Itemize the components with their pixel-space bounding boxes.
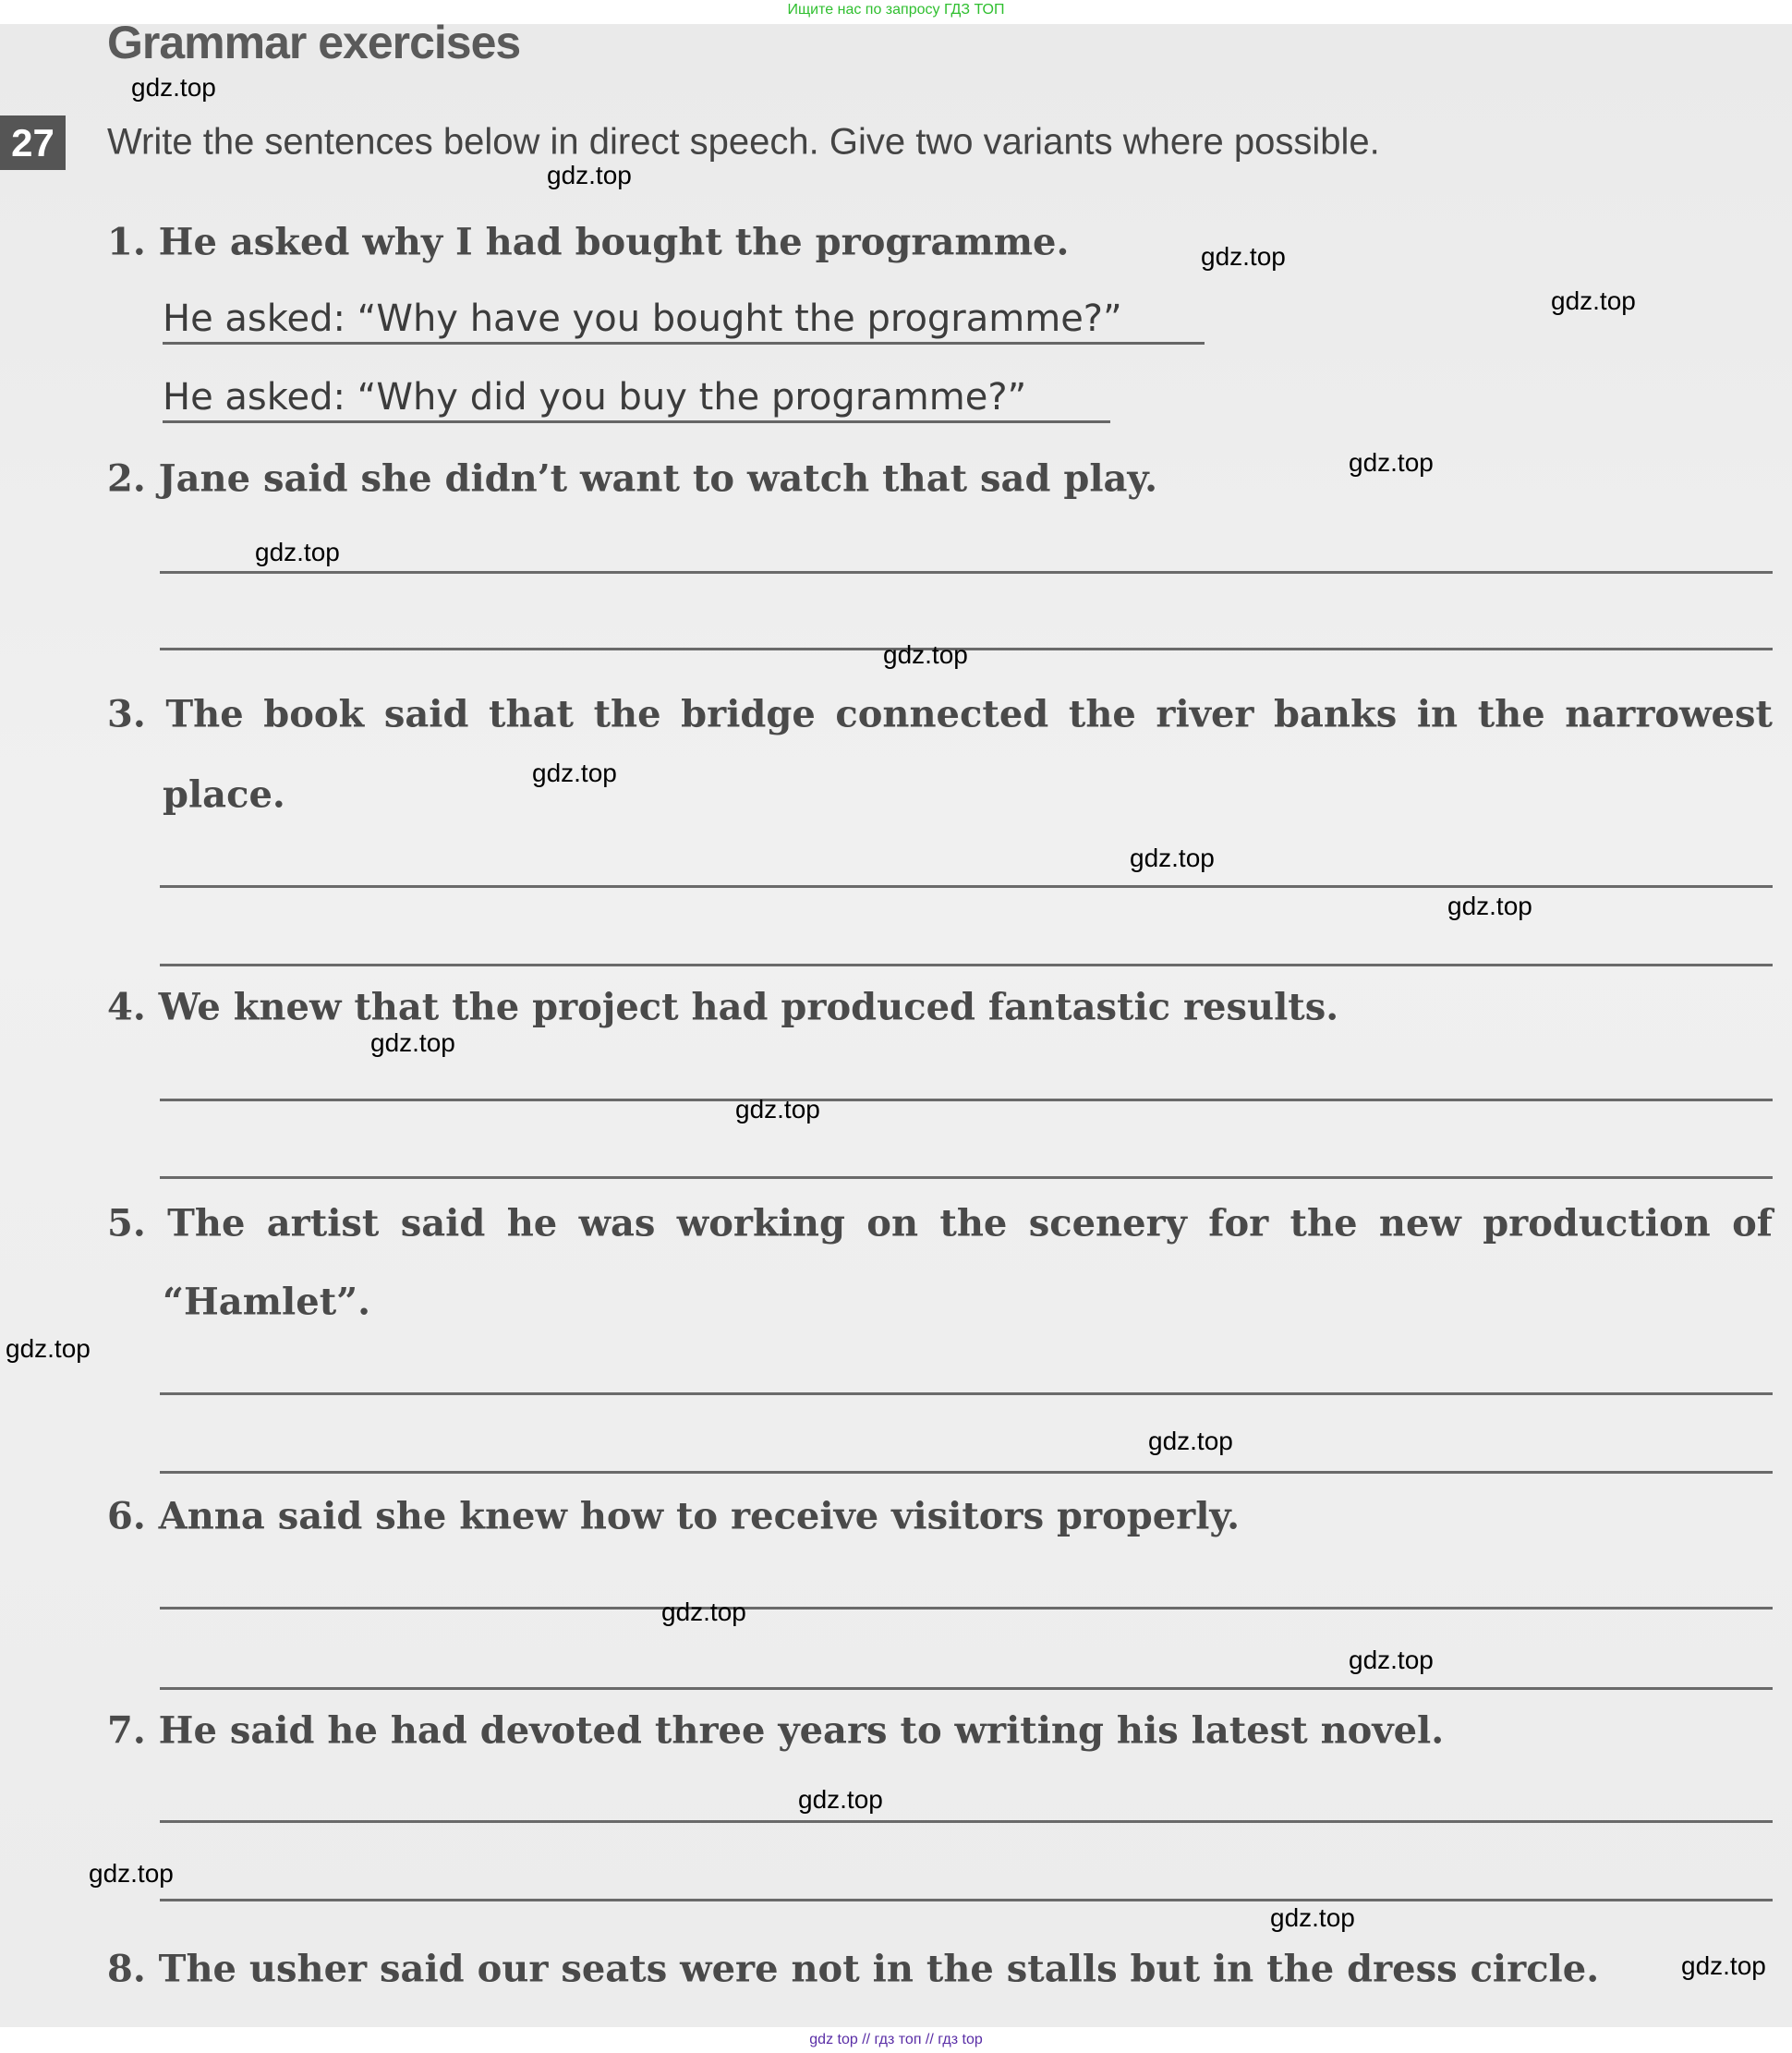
exercise-item-6: 6. Anna said she knew how to receive visitors properly. <box>107 1494 1240 1538</box>
answer-underline <box>163 420 1110 423</box>
exercise-item-3: 3. The book said that the bridge connected the river banks in the narrowest <box>107 692 1773 736</box>
footer-links[interactable]: gdz top // гдз топ // гдз top <box>0 2027 1792 2053</box>
answer-1a: He asked: “Why have you bought the programme?” <box>163 298 1122 340</box>
answer-line[interactable] <box>160 571 1773 574</box>
watermark: gdz.top <box>255 538 340 566</box>
answer-underline <box>163 342 1205 345</box>
watermark: gdz.top <box>1201 242 1286 271</box>
answer-line[interactable] <box>160 1820 1773 1823</box>
watermark: gdz.top <box>1447 892 1532 920</box>
watermark: gdz.top <box>1551 286 1636 315</box>
answer-line[interactable] <box>160 1607 1773 1610</box>
answer-line[interactable] <box>160 1392 1773 1395</box>
answer-line[interactable] <box>160 885 1773 888</box>
answer-line[interactable] <box>160 1899 1773 1901</box>
watermark: gdz.top <box>532 759 617 787</box>
watermark: gdz.top <box>798 1785 883 1814</box>
watermark: gdz.top <box>661 1597 746 1626</box>
exercise-number-badge: 27 <box>0 115 66 170</box>
exercise-item-5: 5. The artist said he was working on the scenery for the new production of <box>107 1201 1773 1245</box>
watermark: gdz.top <box>1270 1903 1355 1932</box>
watermark: gdz.top <box>1681 1951 1766 1980</box>
watermark: gdz.top <box>6 1334 91 1363</box>
watermark: gdz.top <box>547 161 632 189</box>
exercise-item-2: 2. Jane said she didn’t want to watch that sad play. <box>107 456 1158 501</box>
top-banner[interactable]: Ищите нас по запросу ГДЗ ТОП <box>0 0 1792 24</box>
watermark: gdz.top <box>735 1095 820 1124</box>
watermark: gdz.top <box>1349 448 1434 477</box>
answer-line[interactable] <box>160 1687 1773 1690</box>
watermark: gdz.top <box>89 1859 174 1888</box>
exercise-item-8: 8. The usher said our seats were not in the stalls but in the dress circle. <box>107 1947 1600 1991</box>
answer-line[interactable] <box>160 1471 1773 1474</box>
exercise-item-1: 1. He asked why I had bought the programme. <box>107 220 1070 264</box>
watermark: gdz.top <box>131 73 216 102</box>
answer-line[interactable] <box>160 964 1773 966</box>
watermark: gdz.top <box>1349 1646 1434 1674</box>
section-heading: Grammar exercises <box>107 17 521 68</box>
exercise-item-5-cont: “Hamlet”. <box>163 1280 371 1324</box>
watermark: gdz.top <box>883 640 968 669</box>
watermark: gdz.top <box>1130 844 1215 872</box>
exercise-item-4: 4. We knew that the project had produced fantastic results. <box>107 985 1339 1029</box>
exercise-instruction: Write the sentences below in direct speech. Give two variants where possible. <box>107 121 1380 163</box>
answer-1b: He asked: “Why did you buy the programme?” <box>163 376 1027 419</box>
answer-line[interactable] <box>160 1099 1773 1101</box>
watermark: gdz.top <box>370 1028 455 1057</box>
exercise-item-3-cont: place. <box>163 772 285 817</box>
answer-line[interactable] <box>160 1176 1773 1179</box>
exercise-item-7: 7. He said he had devoted three years to writing his latest novel. <box>107 1708 1445 1753</box>
watermark: gdz.top <box>1148 1427 1233 1455</box>
